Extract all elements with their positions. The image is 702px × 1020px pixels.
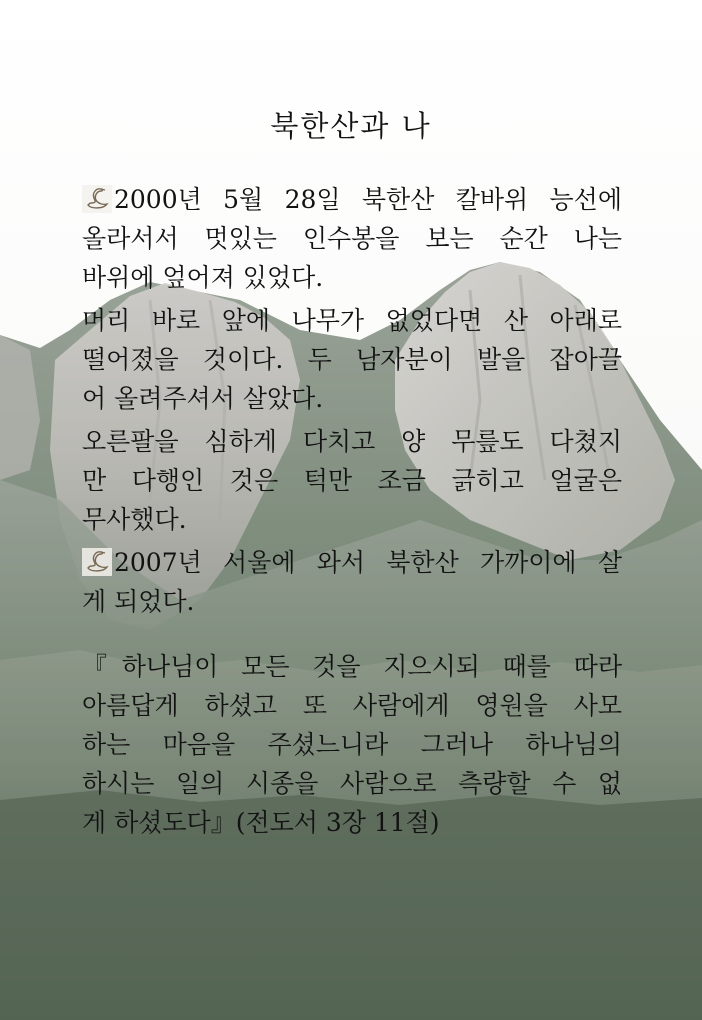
text-line: 게 되었다. [82, 587, 195, 616]
line-text: 2007년 서울에 와서 북한산 가까이에 살 [114, 548, 622, 577]
text-line: 게 하셨도다』(전도서 3장 11절) [82, 808, 440, 837]
swan-icon [82, 185, 112, 213]
text-line: 오른팔을 심하게 다치고 양 무릎도 다쳤지 [82, 427, 622, 456]
text-line: 머리 바로 앞에 나무가 없었다면 산 아래로 [82, 306, 622, 335]
text-line: 떨어졌을 것이다. 두 남자분이 발을 잡아끌 [82, 345, 622, 374]
text-line: 하시는 일의 시종을 사람으로 측량할 수 없 [82, 769, 622, 798]
body-text [82, 180, 622, 842]
text-line [82, 180, 622, 219]
paragraph-1 [82, 180, 622, 297]
page-title: 북한산과 나 [270, 109, 432, 143]
text-line: 『하나님이 모든 것을 지으시되 때를 따라 [82, 652, 622, 681]
paragraph-5-quote [82, 647, 622, 842]
text-line [82, 543, 622, 582]
text-line: 어 올려주셔서 살았다. [82, 384, 324, 413]
text-line: 하는 마음을 주셨느니라 그러나 하나님의 [82, 730, 622, 759]
text-line: 만 다행인 것은 턱만 조금 긁히고 얼굴은 [82, 466, 622, 495]
paragraph-2 [82, 301, 622, 418]
line-text: 2000년 5월 28일 북한산 칼바위 능선에 [114, 185, 622, 214]
text-line: 무사했다. [82, 505, 187, 534]
paragraph-3 [82, 422, 622, 539]
paragraph-4 [82, 543, 622, 621]
text-line: 바위에 엎어져 있었다. [82, 263, 324, 292]
text-line: 아름답게 하셨고 또 사람에게 영원을 사모 [82, 691, 622, 720]
text-line: 올라서서 멋있는 인수봉을 보는 순간 나는 [82, 224, 622, 253]
swan-icon [82, 548, 112, 576]
